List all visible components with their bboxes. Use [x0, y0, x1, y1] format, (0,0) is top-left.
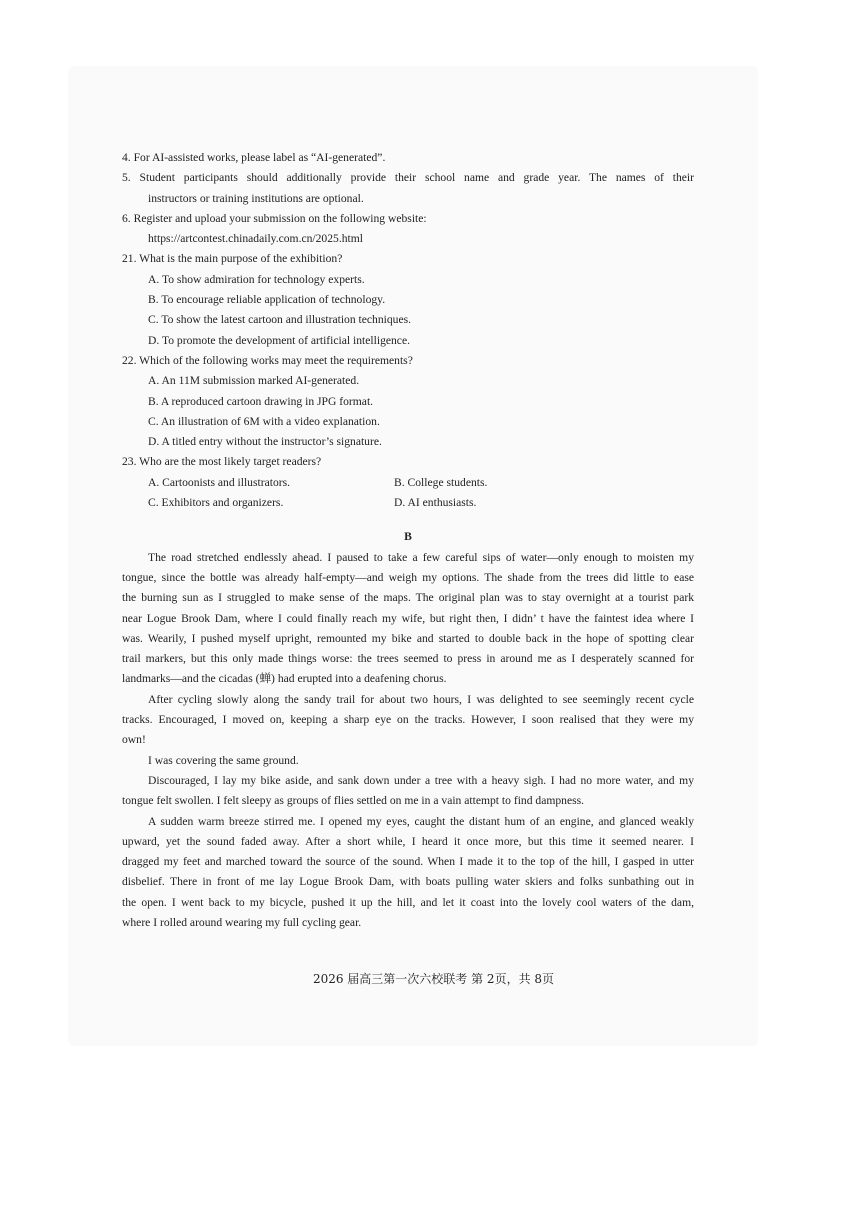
question-stem: 23. Who are the most likely target readers? [122, 455, 322, 469]
option-a: A. Cartoonists and illustrators. [148, 475, 291, 489]
option-c: C. An illustration of 6M with a video explanation. [148, 414, 380, 428]
passage-line: disbelief. There in front of me lay Logue Brook Dam, with boats pulling water skiers and folks sunbathing out in [122, 875, 694, 889]
option-a: A. An 11M submission marked AI-generated. [148, 374, 360, 388]
passage-line: tracks. Encouraged, I moved on, keeping a sharp eye on the tracks. However, I soon realised that they were my [122, 713, 694, 727]
question-stem: 21. What is the main purpose of the exhibition? [122, 252, 343, 266]
passage-line: the open. I went back to my bicycle, pushed it up the hill, and let it coast into the lovely cool waters of the dam, [122, 895, 694, 909]
passage-b [122, 548, 694, 934]
passage-line: landmarks—and the cicadas (蝉) had erupted into a deafening chorus. [122, 672, 447, 686]
passage-line: After cycling slowly along the sandy trail for about two hours, I was delighted to see seemingly recent cycle [148, 692, 694, 706]
passage-line: where I rolled around wearing my full cycling gear. [122, 915, 362, 929]
passage-paragraph-3 [122, 751, 694, 771]
passage-line: A sudden warm breeze stirred me. I opened my eyes, caught the distant hum of an engine, and glanced weakly [148, 814, 694, 828]
option-b: B. College students. [394, 475, 488, 489]
passage-line: near Logue Brook Dam, where I could finally reach my wife, but right then, I didn’ t have the faintest idea where I [122, 611, 694, 625]
question-stem: 22. Which of the following works may meet the requirements? [122, 353, 413, 367]
passage-line: trail markers, but this only made things worse: the trees seemed to press in around me as I desperately scanned for [122, 652, 694, 666]
page-footer: 2026 届高三第一次六校联考 第 2页，共 8页 [312, 972, 555, 986]
submission-url: https://artcontest.chinadaily.com.cn/2025.html [148, 232, 363, 246]
passage-paragraph-4 [122, 771, 694, 812]
submission-notes [122, 148, 694, 249]
note-5: 5. Student participants should additionally provide their school name and grade year. The names of their [122, 171, 694, 185]
option-d: D. AI enthusiasts. [394, 496, 477, 510]
option-b: B. To encourage reliable application of technology. [148, 293, 386, 307]
passage-line: the burning sun as I struggled to make sense of the maps. The original plan was to stay overnight at a tourist park [122, 591, 694, 605]
passage-line: upward, yet the sound faded away. After a short while, I heard it once more, but this time it seemed nearer. I [122, 834, 694, 848]
question-23 [122, 452, 694, 513]
option-a: A. To show admiration for technology experts. [148, 272, 365, 286]
passage-paragraph-1 [122, 548, 694, 690]
options-row-2 [122, 493, 694, 513]
options-row-1 [122, 473, 694, 493]
note-5-continued: instructors or training institutions are optional. [148, 191, 364, 205]
passage-line: was. Wearily, I pushed myself upright, remounted my bike and started to double back in the hope of spotting clear [122, 631, 694, 645]
passage-line: tongue felt swollen. I felt sleepy as groups of flies settled on me in a vain attempt to find dampness. [122, 794, 585, 808]
passage-line: tongue, since the bottle was already half-empty—and weigh my options. The shade from the trees did little to ease [122, 570, 694, 584]
passage-paragraph-2 [122, 690, 694, 751]
note-6: 6. Register and upload your submission on the following website: [122, 211, 427, 225]
passage-line: dragged my feet and marched toward the source of the sound. When I made it to the top of the hill, I gasped in utter [122, 855, 694, 869]
option-b: B. A reproduced cartoon drawing in JPG format. [148, 394, 374, 408]
question-21 [122, 249, 694, 350]
option-c: C. To show the latest cartoon and illustration techniques. [148, 313, 412, 327]
note-4: 4. For AI-assisted works, please label as “AI-generated”. [122, 151, 386, 164]
option-d: D. To promote the development of artificial intelligence. [148, 333, 411, 347]
passage-line: I was covering the same ground. [148, 753, 299, 767]
exam-page [122, 148, 694, 933]
option-d: D. A titled entry without the instructor’s signature. [148, 435, 382, 449]
option-c: C. Exhibitors and organizers. [148, 496, 284, 510]
passage-line: Discouraged, I lay my bike aside, and sank down under a tree with a heavy sigh. I had no more water, and my [148, 773, 694, 787]
section-b-heading: B [404, 530, 412, 544]
passage-line: The road stretched endlessly ahead. I paused to take a few careful sips of water—only enough to moisten my [148, 550, 694, 564]
passage-paragraph-5 [122, 812, 694, 934]
passage-line: own! [122, 733, 146, 747]
question-22 [122, 351, 694, 452]
